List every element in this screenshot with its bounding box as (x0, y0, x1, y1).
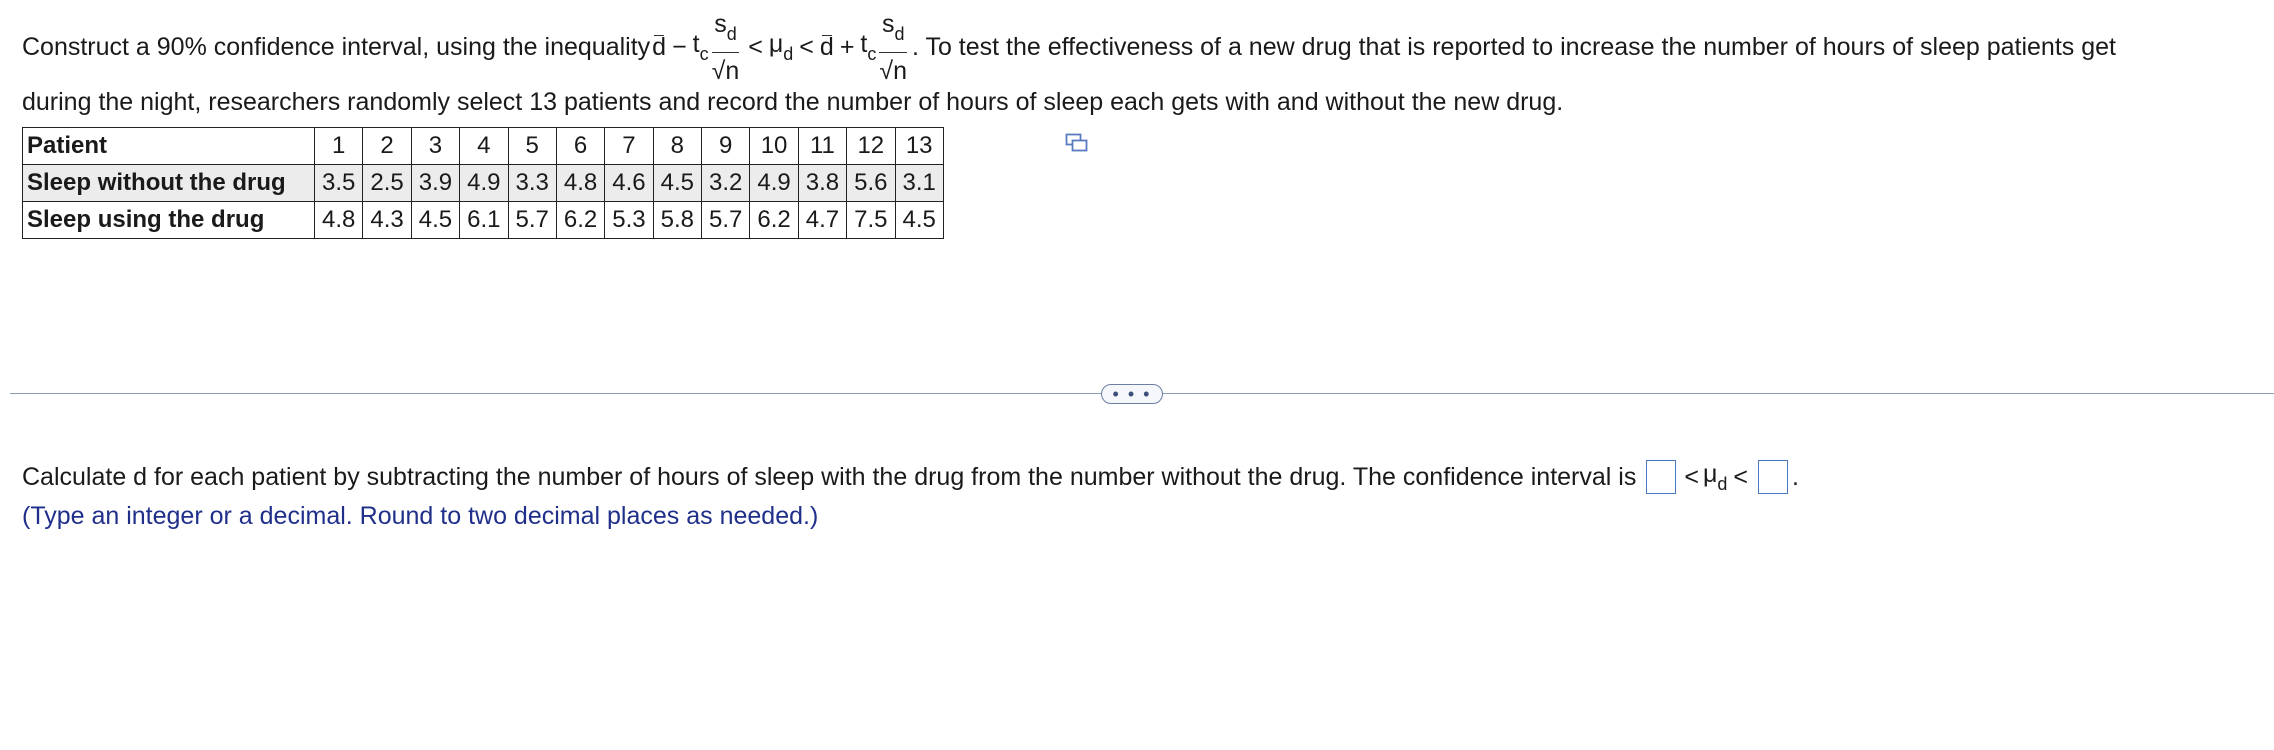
row-label: Sleep without the drug (23, 165, 315, 202)
table-cell: 4.8 (556, 165, 604, 202)
table-cell: 3.1 (895, 165, 943, 202)
table-cell: 4.7 (798, 202, 846, 239)
table-cell: 3.2 (702, 165, 750, 202)
table-cell: 5 (508, 128, 556, 165)
table-cell: 4.5 (411, 202, 459, 239)
minus-sign: − (672, 33, 687, 61)
plus-sign: + (839, 33, 855, 61)
answer-prompt: Calculate d for each patient by subtracting the number of hours of sleep with the drug from the number without the drug. The confidence interval is (22, 462, 1637, 491)
table-cell: 5.8 (653, 202, 701, 239)
row-label: Patient (23, 128, 315, 165)
table-cell: 4.5 (653, 165, 701, 202)
table-cell: 3 (411, 128, 459, 165)
mu-d: $\mu_d$ (1702, 459, 1728, 494)
table-cell: 4.5 (895, 202, 943, 239)
table-cell: 4 (460, 128, 508, 165)
table-row-patient (23, 128, 944, 165)
less-than: < (1733, 462, 1748, 491)
table-cell: 6.2 (556, 202, 604, 239)
less-than: < (748, 33, 763, 61)
t-critical: $t_c$ (692, 30, 709, 64)
table-cell: 8 (653, 128, 701, 165)
table-cell: 4.9 (460, 165, 508, 202)
table-cell: 5.6 (847, 165, 895, 202)
upper-bound-input[interactable] (1758, 460, 1788, 494)
question-context-1: . To test the effectiveness of a new drug that is reported to increase the number of hours of sleep patients get (912, 33, 2116, 61)
d-bar: d (819, 33, 834, 61)
d-bar: d (652, 33, 667, 61)
expand-more-button[interactable]: • • • (1101, 384, 1163, 404)
t-critical: $t_c$ (860, 30, 877, 64)
table-cell: 3.5 (315, 165, 363, 202)
table-cell: 3.9 (411, 165, 459, 202)
table-row-with-drug (23, 202, 944, 239)
question-intro: Construct a 90% confidence interval, using the inequality (22, 33, 651, 61)
table-cell: 9 (702, 128, 750, 165)
table-cell: 4.8 (315, 202, 363, 239)
table-cell: 7.5 (847, 202, 895, 239)
table-cell: 4.6 (605, 165, 653, 202)
period: . (1791, 462, 1799, 491)
sd-over-root-n: $\frac{s_d}{√n}$ (711, 10, 740, 85)
table-cell: 13 (895, 128, 943, 165)
table-cell: 7 (605, 128, 653, 165)
table-cell: 6 (556, 128, 604, 165)
mu-d: $\mu_d$ (768, 30, 794, 64)
answer-hint: (Type an integer or a decimal. Round to two decimal places as needed.) (22, 502, 819, 530)
sleep-data-table (22, 127, 944, 239)
table-cell: 5.7 (702, 202, 750, 239)
less-than: < (1684, 462, 1699, 491)
answer-line (22, 455, 1799, 499)
row-label: Sleep using the drug (23, 202, 315, 239)
copy-table-icon[interactable] (1065, 133, 1089, 153)
table-cell: 12 (847, 128, 895, 165)
question-line-1 (22, 0, 2262, 95)
table-cell: 5.7 (508, 202, 556, 239)
table-cell: 4.9 (750, 165, 798, 202)
table-cell: 10 (750, 128, 798, 165)
table-cell: 4.3 (363, 202, 411, 239)
question-context-2: during the night, researchers randomly select 13 patients and record the number of hours of sleep each gets with and without the new drug. (22, 88, 1564, 116)
lower-bound-input[interactable] (1646, 460, 1676, 494)
table-row-without-drug (23, 165, 944, 202)
table-cell: 11 (798, 128, 846, 165)
table-cell: 6.2 (750, 202, 798, 239)
table-cell: 3.3 (508, 165, 556, 202)
table-cell: 6.1 (460, 202, 508, 239)
ci-inequality (652, 10, 910, 85)
table-cell: 3.8 (798, 165, 846, 202)
table-cell: 2 (363, 128, 411, 165)
table-cell: 5.3 (605, 202, 653, 239)
sd-over-root-n: $\frac{s_d}{√n}$ (879, 10, 908, 85)
table-cell: 2.5 (363, 165, 411, 202)
table-cell: 1 (315, 128, 363, 165)
less-than: < (799, 33, 814, 61)
